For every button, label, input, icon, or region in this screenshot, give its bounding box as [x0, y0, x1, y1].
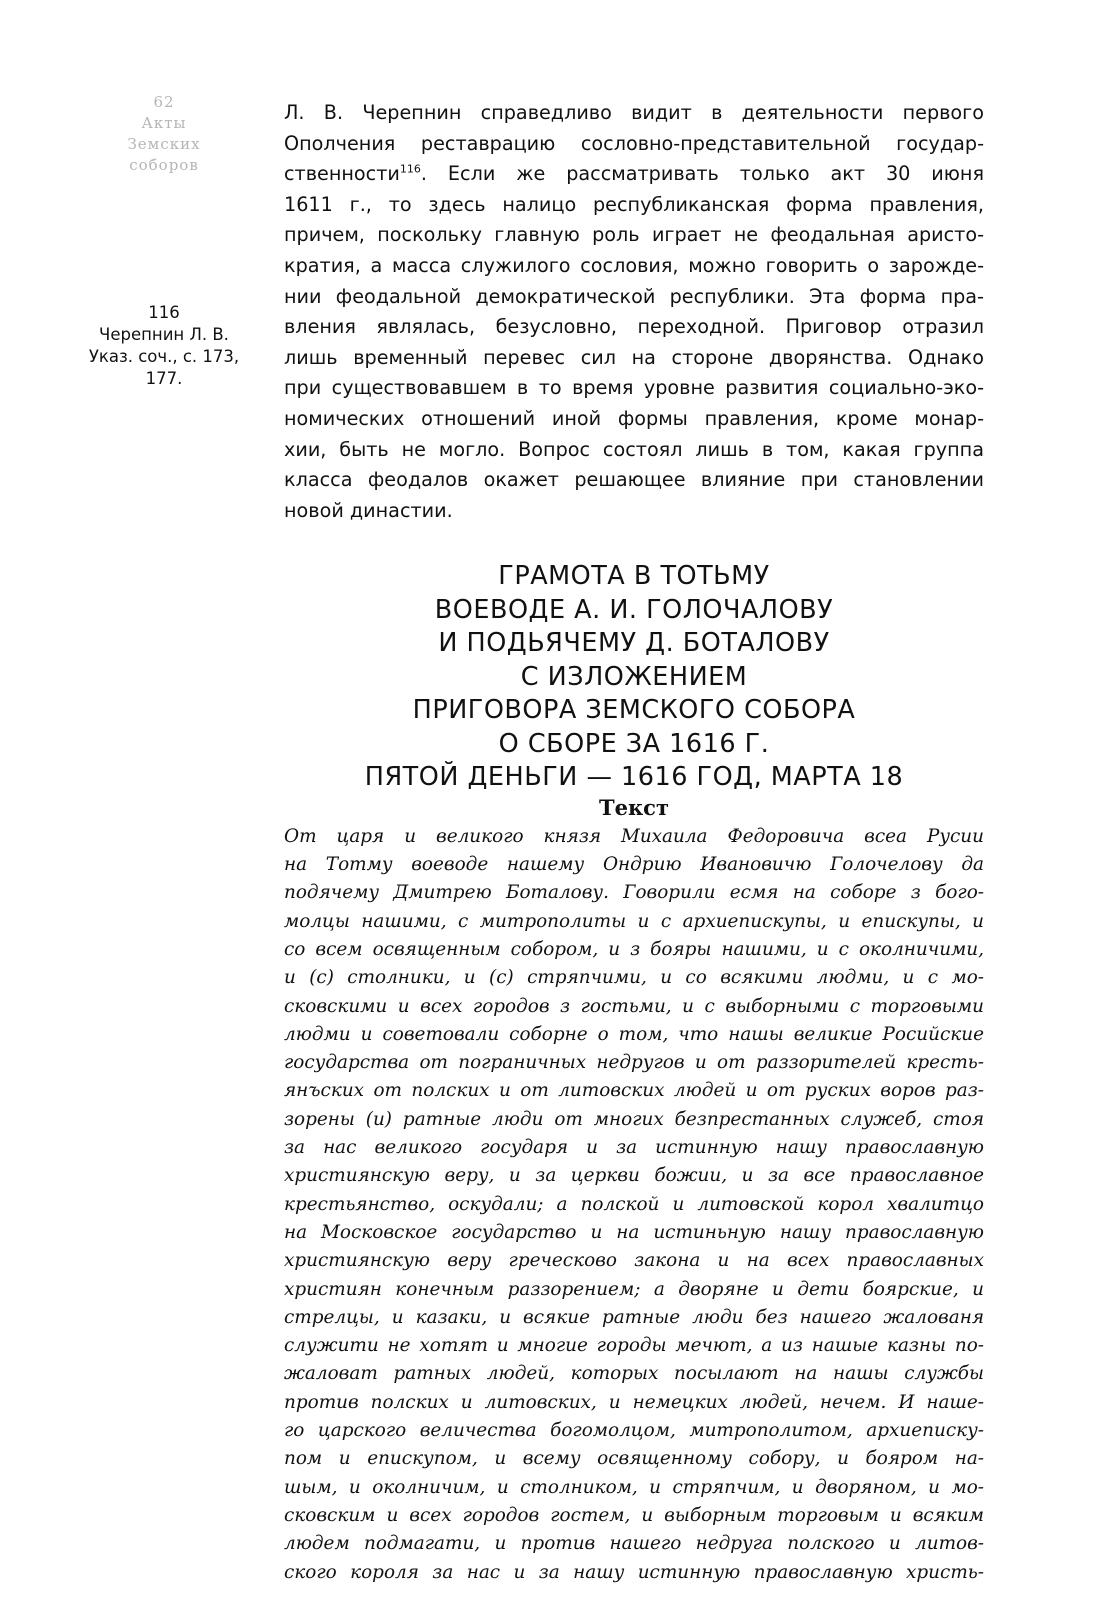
- text-line: От царя и великого князя Михаила Федоровича всеа Русии: [284, 825, 984, 847]
- text-line: сковским и всех городов гостем, и выборным торговым и всяким: [284, 1504, 984, 1526]
- footnote-ref: 116: [399, 162, 421, 176]
- margin-column: [78, 92, 250, 176]
- text-line: класса феодалов окажет решающее влияние при становлении: [284, 468, 984, 492]
- text-line: людми и советовали соборне о том, что нашы великие Росийские: [284, 1023, 984, 1045]
- text-line: со всем освященным собором, и з бояры нашими, и с околничими,: [284, 939, 984, 960]
- footnote-line: 177.: [145, 369, 183, 388]
- text-line: 1611 г., то здесь налицо республиканская форма правления,: [284, 192, 984, 216]
- text-line: номических отношений иной формы правления, кроме монар-: [284, 406, 984, 430]
- text-line: християн конечным раззорением; а дворяне и дети боярские, и: [284, 1278, 984, 1300]
- title-line: ПРИГОВОРА ЗЕМСКОГО СОБОРА: [412, 695, 856, 726]
- text-line: новой династии.: [284, 498, 453, 522]
- page-number: 62: [153, 93, 175, 111]
- text-line: молцы нашими, с митрополиты и с архиепискупы, и епискупы, и: [284, 910, 984, 932]
- text-fragment: ственности: [284, 162, 400, 186]
- text-line: шым, и околничим, и столником, и стряпчим, и дворяном, и мо-: [284, 1476, 984, 1498]
- text-line: християнскую веру греческово закона и на всех православных: [284, 1250, 984, 1272]
- title-line: ПЯТОЙ ДЕНЬГИ — 1616 ГОД, МАРТА 18: [364, 762, 904, 793]
- text-fragment: . Если же рассматривать только акт 30 июня: [420, 162, 984, 186]
- text-line: янъских от полских и от литовских людей и от руских воров раз-: [284, 1080, 984, 1102]
- footnote-number: 116: [148, 303, 180, 322]
- text-line: го царского величества богомолцом, митрополитом, архиеписку-: [284, 1420, 984, 1442]
- text-line: сковскими и всех городов з гостьми, и с выборными с торговыми: [284, 995, 984, 1017]
- text-line: при существовавшем в то время уровне развития социально-эко-: [284, 376, 984, 400]
- text-line: зорены (и) ратные люди от многих безпрестанных служеб, стоя: [284, 1108, 984, 1130]
- footnote-line: Указ. соч., с. 173,: [88, 347, 240, 366]
- title-line: И ПОДЬЯЧЕМУ Д. БОТАЛОВУ: [438, 628, 830, 659]
- text-line: на Московское государство и на истиньную нашу православную: [284, 1221, 984, 1243]
- text-line: государства от пограничных недругов и от раззорителей кресть-: [284, 1052, 984, 1074]
- text-line: нии феодальной демократической республики. Эта форма пра-: [284, 284, 984, 308]
- text-line: [284, 159, 984, 190]
- running-head-line: Акты: [141, 114, 187, 132]
- document-text: [284, 823, 984, 1587]
- text-line: лишь временный перевес сил на стороне дворянства. Однако: [284, 345, 984, 369]
- text-line: на Тотму воеводе нашему Ондрию Ивановичю Голочелову да: [284, 854, 984, 876]
- text-line: за нас великого государя и за истинную нашу православную: [284, 1137, 984, 1159]
- text-line: крестьянство, оскудали; а полской и литовской корол хвалитцо: [284, 1193, 984, 1215]
- text-line: служити не хотят и многие городы мечют, а из нашые казны по-: [284, 1335, 984, 1357]
- section-label: Текст: [599, 794, 669, 820]
- text-line: жаловат ратных людей, которых посылают на нашы службы: [284, 1363, 984, 1385]
- main-text-column: [284, 98, 984, 1587]
- text-line: против полских и литовских, и немецких людей, нечем. И наше-: [284, 1391, 984, 1413]
- title-line: ВОЕВОДЕ А. И. ГОЛОЧАЛОВУ: [434, 594, 834, 625]
- running-head-line: Земских: [127, 135, 201, 153]
- running-head-line: соборов: [129, 156, 199, 174]
- text-line: християнскую веру, и за церкви божии, и за все православное: [284, 1165, 984, 1187]
- title-line: С ИЗЛОЖЕНИЕМ: [520, 661, 748, 692]
- text-line: пом и епискупом, и всему освященному собору, и бояром на-: [284, 1448, 984, 1470]
- intro-paragraph: [284, 98, 984, 526]
- title-line: О СБОРЕ ЗА 1616 Г.: [498, 728, 770, 759]
- text-line: хии, быть не могло. Вопрос состоял лишь в том, какая группа: [284, 437, 984, 461]
- footnote-line: Черепнин Л. В.: [99, 325, 229, 344]
- margin-footnote: [78, 302, 250, 390]
- text-line: Л. В. Черепнин справедливо видит в деятельности первого: [284, 101, 984, 124]
- text-line: кратия, а масса служилого сословия, можно говорить о зарожде-: [284, 253, 984, 277]
- text-line: причем, поскольку главную роль играет не феодальная аристо-: [284, 223, 984, 247]
- text-line: людем подмагати, и против нашего недруга полского и литов-: [284, 1533, 984, 1555]
- document-title: [284, 560, 984, 795]
- text-line: и (с) столники, и (с) стряпчими, и со всякими людми, и с мо-: [284, 967, 984, 989]
- text-line: подячему Дмитрею Боталову. Говорили есмя на соборе з бого-: [284, 882, 984, 904]
- text-line: ского короля за нас и за нашу истинную православную христь-: [284, 1561, 984, 1583]
- text-line: стрелцы, и казаки, и всякие ратные люди без нашего жалованя: [284, 1306, 984, 1328]
- text-line: вления являлась, безусловно, переходной. Приговор отразил: [284, 315, 984, 339]
- title-line: ГРАМОТА В ТОТЬМУ: [498, 561, 770, 592]
- text-line: Ополчения реставрацию сословно-представительной государ-: [284, 131, 984, 155]
